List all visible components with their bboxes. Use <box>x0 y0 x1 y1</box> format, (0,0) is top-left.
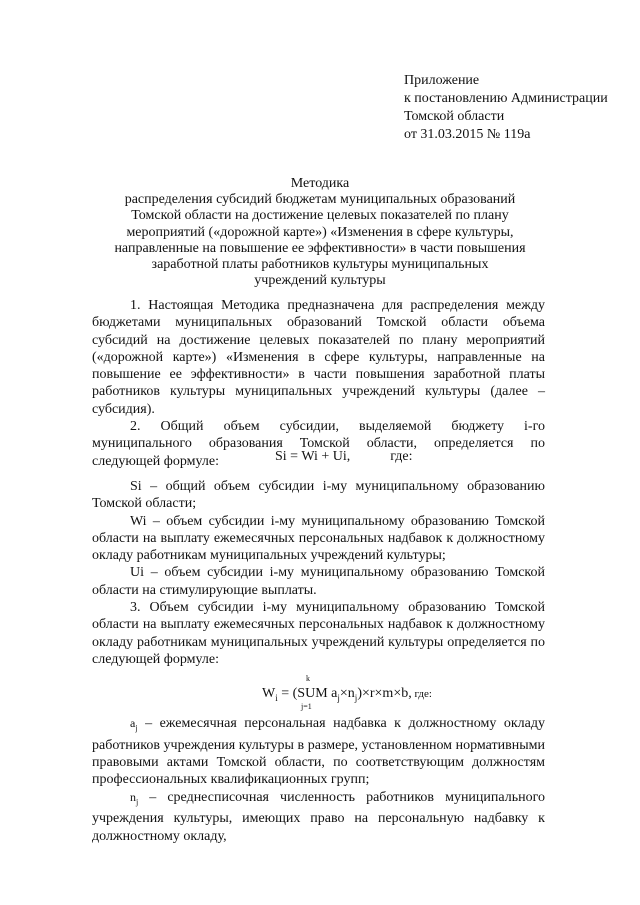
document-title <box>90 176 550 289</box>
title-line: направленные на повышение ее эффективности» в части повышения <box>114 240 526 256</box>
formula-a: a <box>327 686 338 701</box>
paragraph-2: 2. Общий объем субсидии, выделяемой бюджету i-го муниципального образования Томской области, определяется по следующей формуле: <box>92 419 545 469</box>
symbol-n: n <box>130 789 136 804</box>
definition-nj-text: – среднесписочная численность работников муниципального учреждения культуры, имеющих право на персональную надбавку к должностному окладу, <box>92 789 545 844</box>
paragraph-3: 3. Объем субсидии i-му муниципальному образованию Томской области на выплату ежемесячных персональных надбавок к должностному окладу работникам муниципальных учреждений культуры определяется по следующей формуле: <box>92 600 545 667</box>
definition-aj <box>92 715 545 789</box>
title-line: учреждений культуры <box>254 273 386 289</box>
formula-si-where: где: <box>390 449 413 464</box>
title-line: Томской области на достижение целевых показателей по плану <box>131 208 509 224</box>
definition-wi-text: – объем субсидии i-му муниципальному образованию Томской области на выплату ежемесячных персональных надбавок к должностному окладу работникам муниципальных учреждений культуры; <box>92 513 545 564</box>
formula-j: j <box>354 692 358 703</box>
title-line: распределения субсидий бюджетам муниципальных образований <box>124 192 516 208</box>
symbol-j: j <box>135 723 138 733</box>
formula-i: i <box>275 692 278 703</box>
appendix-line: к постановлению Администрации <box>404 91 608 106</box>
sum-upper-limit: k <box>306 674 310 683</box>
body-section-2 <box>92 478 545 668</box>
symbol-wi: Wi <box>130 513 147 529</box>
symbol-j: j <box>136 796 139 806</box>
title-line: Методика <box>290 176 350 191</box>
formula-eq: = ( <box>277 686 298 701</box>
definition-wi <box>92 513 545 565</box>
formula-where: где: <box>411 688 432 700</box>
formula-n: ×n <box>339 686 355 701</box>
body-section-3 <box>92 715 545 845</box>
title-line: заработной платы работников культуры муниципальных <box>151 257 489 273</box>
formula-si <box>275 449 413 465</box>
symbol-nj <box>130 790 138 804</box>
title-line: мероприятий («дорожной карте») «Изменения в сфере культуры, <box>126 224 514 240</box>
appendix-line: Приложение <box>404 73 480 88</box>
formula-j: j <box>337 692 340 703</box>
paragraph-1: 1. Настоящая Методика предназначена для распределения между бюджетами муниципальных образований Томской области объема субсидий на достижение целевых показателей по плану мероприятий («дорожной карте») «Изменения в сфере культуры, направленные на повышение ее эффективности» в части повышения заработной платы работников культуры муниципальных учреждений культуры (далее – субсидия). <box>92 298 545 417</box>
appendix-header <box>404 72 608 144</box>
symbol-a: a <box>130 716 136 730</box>
definition-nj <box>92 789 545 845</box>
symbol-aj <box>130 716 138 733</box>
appendix-line: от 31.03.2015 № 119а <box>404 127 531 142</box>
sum-lower-limit: j=1 <box>301 702 312 711</box>
formula-si-expression: Si = Wi + Ui, <box>275 449 351 464</box>
formula-sum: SUM <box>297 686 328 701</box>
formula-rest: )×r×m×b, <box>357 686 412 701</box>
formula-w: W <box>262 686 276 701</box>
definition-si: Si – общий объем субсидии i-му муниципальному образованию Томской области; <box>92 479 545 512</box>
formula-wi-expression <box>262 686 432 703</box>
definition-aj-text: – ежемесячная персональная надбавка к должностному окладу работников учреждения культуры в размере, установленном нормативными правовыми актами Томской области, по соответствующим должностям профессиональных квалификационных групп; <box>92 716 545 788</box>
appendix-line: Томской области <box>404 109 505 124</box>
body-section-1 <box>92 297 545 470</box>
definition-ui: Ui – объем субсидии i-му муниципальному образованию Томской области на стимулирующие выплаты. <box>92 565 545 598</box>
